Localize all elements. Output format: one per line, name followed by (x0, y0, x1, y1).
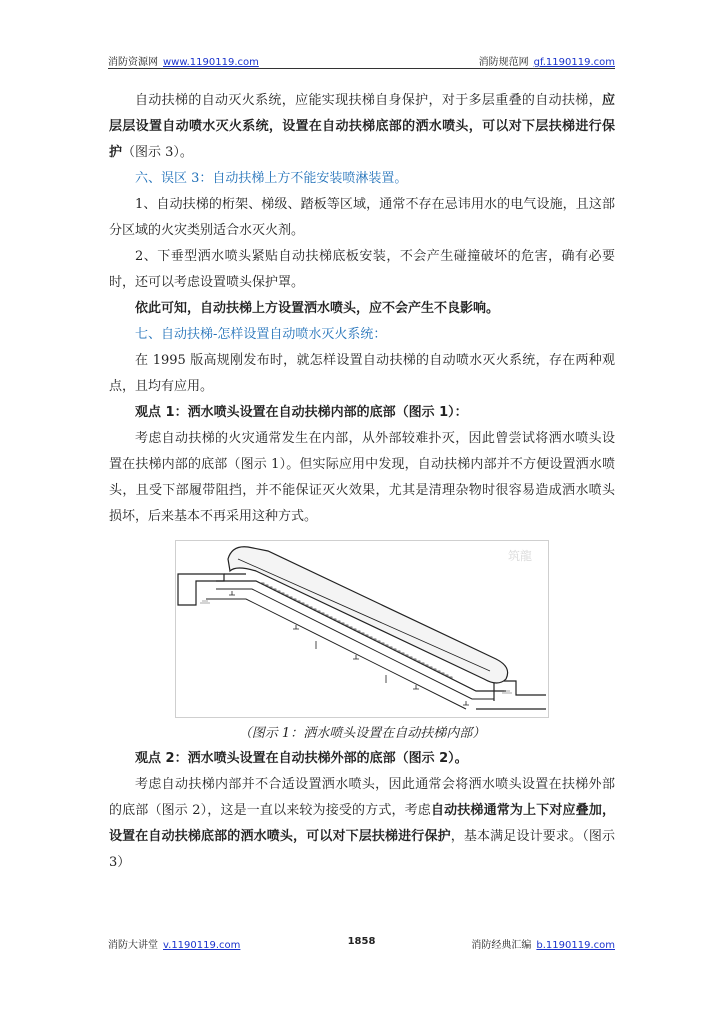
figure-1-caption: （图示 1：洒水喷头设置在自动扶梯内部） (238, 726, 486, 741)
header-left-link[interactable]: www.1190119.com (163, 57, 259, 68)
page-content (109, 88, 615, 876)
page-footer (108, 936, 615, 950)
page-header (108, 52, 615, 69)
view-2-heading: 观点 2：洒水喷头设置在自动扶梯外部的底部（图示 2）。 (135, 751, 468, 766)
paragraph-1-tail: （图示 3）。 (122, 145, 193, 160)
paragraph-1-bold: 应层层设置自动喷水灭火系统，设置在自动扶梯底部的洒水喷头，可以对下层扶梯进行保护 (109, 93, 615, 160)
header-right (479, 53, 615, 68)
paragraph-1 (109, 88, 615, 166)
footer-right (471, 936, 615, 951)
footer-left-link[interactable]: v.1190119.com (163, 940, 241, 951)
escalator-drawing (176, 541, 548, 717)
paragraph-6: 考虑自动扶梯的火灾通常发生在内部，从外部较难扑灭，因此曾尝试将洒水喷头设置在扶梯内部的底部（图示 1）。但实际应用中发现，自动扶梯内部并不方便设置洒水喷头，且受下部履带阻挡，并不能保证灭火效果，尤其是清理杂物时很容易造成洒水喷头损坏，后来基本不再采用这种方式。 (109, 431, 615, 524)
escalator-figure (175, 540, 549, 718)
paragraph-7-tail: ，基本满足设计要求。（图示 3） (109, 829, 615, 870)
paragraph-7 (109, 772, 615, 876)
page-number: 1858 (347, 936, 376, 947)
paragraph-7-bold: 自动扶梯通常为上下对应叠加，设置在自动扶梯底部的洒水喷头，可以对下层扶梯进行保护 (109, 803, 615, 844)
paragraph-4-conclusion: 依此可知，自动扶梯上方设置洒水喷头，应不会产生不良影响。 (135, 301, 500, 316)
footer-left-label: 消防大讲堂 (108, 940, 158, 951)
paragraph-7-text: 考虑自动扶梯内部并不合适设置洒水喷头，因此通常会将洒水喷头设置在扶梯外部的底部（图示 2），这是一直以来较为接受的方式，考虑 (109, 777, 615, 818)
paragraph-3: 2、下垂型洒水喷头紧贴自动扶梯底板安装，不会产生碰撞破坏的危害，确有必要时，还可以考虑设置喷头保护罩。 (109, 249, 615, 290)
paragraph-2: 1、自动扶梯的桁架、梯级、踏板等区域，通常不存在忌讳用水的电气设施，且这部分区域的火灾类别适合水灭火剂。 (109, 197, 615, 238)
figure-watermark: 筑龍 (507, 549, 532, 563)
footer-right-link[interactable]: b.1190119.com (536, 940, 615, 951)
header-left (108, 53, 259, 68)
section-6-heading: 六、误区 3：自动扶梯上方不能安装喷淋装置。 (135, 171, 408, 186)
footer-right-label: 消防经典汇编 (471, 940, 532, 951)
header-left-label: 消防资源网 (108, 57, 158, 68)
paragraph-5: 在 1995 版高规刚发布时，就怎样设置自动扶梯的自动喷水灭火系统，存在两种观点，且均有应用。 (109, 353, 615, 394)
header-right-label: 消防规范网 (478, 57, 529, 68)
header-right-link[interactable]: gf.1190119.com (533, 57, 615, 68)
section-7-heading: 七、自动扶梯-怎样设置自动喷水灭火系统： (135, 327, 387, 342)
view-1-heading: 观点 1：洒水喷头设置在自动扶梯内部的底部（图示 1）： (135, 405, 468, 420)
paragraph-1-text: 自动扶梯的自动灭火系统，应能实现扶梯自身保护，对于多层重叠的自动扶梯， (135, 93, 602, 108)
